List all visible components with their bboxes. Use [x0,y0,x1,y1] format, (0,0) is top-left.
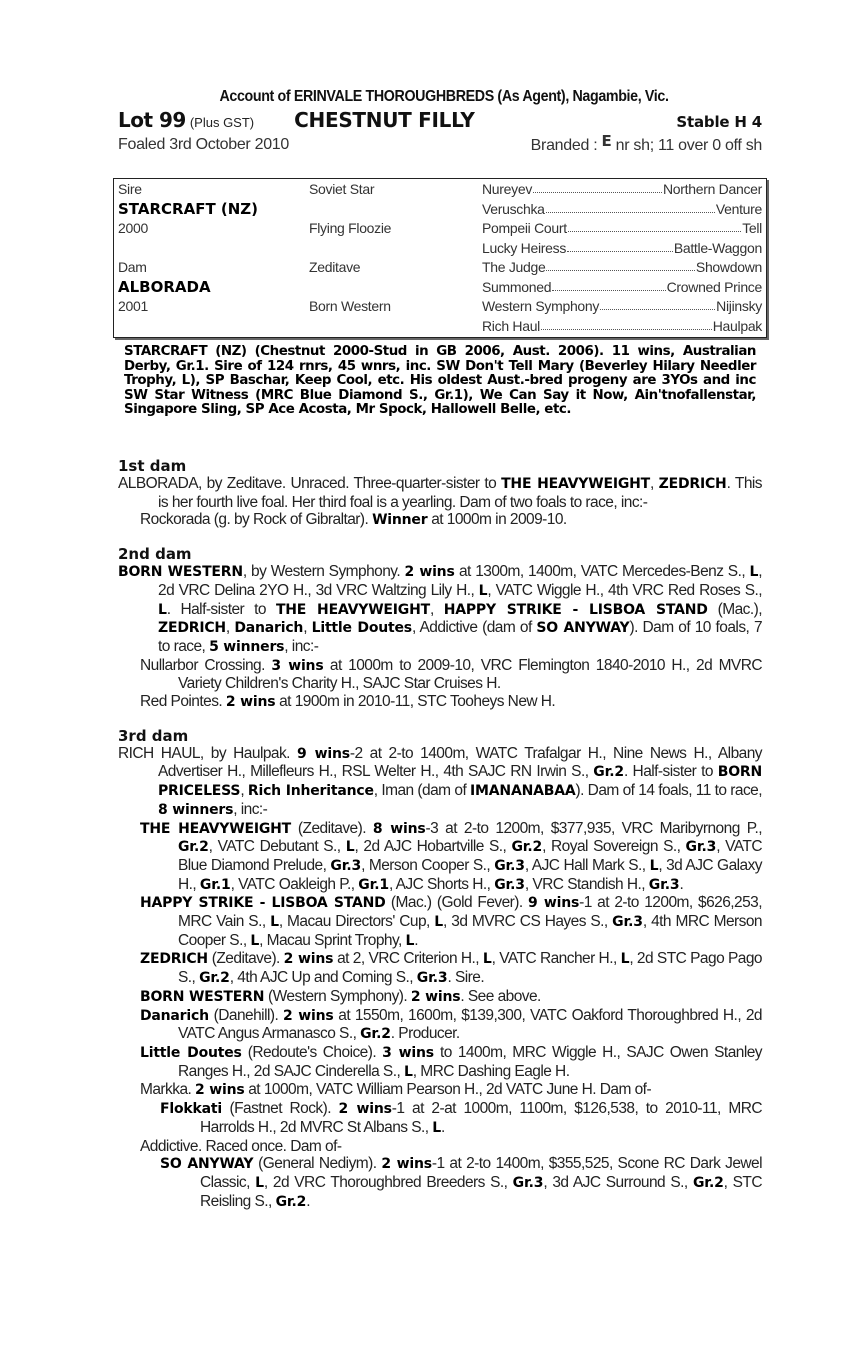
bold-text: Gr.2 [692,1174,724,1191]
entry-text: -3 at 2-to 1200m, $377,935, VRC Maribyrnong P., [425,819,762,837]
bold-text: Winner [372,512,428,529]
bold-text: L [255,1174,264,1191]
entry-text: (Mac.), [707,600,763,618]
dot-leader [567,240,673,252]
dam-section [118,458,762,530]
entry-text: . [306,1192,310,1210]
entry-text: , MRC Dashing Eagle H. [412,1062,570,1080]
bold-text: L [403,1063,413,1080]
entry-text: -1 at 2-to 1400m, $355,525, Scone RC Dark Jewel Classic, [200,1155,762,1191]
entry-text: , VATC Wiggle H., 4th VRC Red Roses S., [487,581,762,599]
bold-text: 3 wins [382,1044,434,1061]
bold-text: Gr.2 [178,839,209,856]
entry-text: . Half-sister to [166,600,276,618]
pedigree-great-grandparent [482,181,762,197]
bold-text: HAPPY STRIKE - LISBOA STAND [140,895,386,912]
pedigree-entry [118,894,762,950]
entry-text: , 2d STC Pago Pago S., [178,950,762,987]
bold-text: Gr.1 [199,876,231,893]
bold-text: L [250,932,260,949]
pedigree-great-grandparent [482,201,762,217]
bold-text: L [620,951,630,968]
pedigree-horse: The Judge [482,259,546,275]
bold-text: 2 wins [283,951,334,968]
foaled-date: Foaled 3rd October 2010 [118,136,289,153]
entry-text: at 2, VRC Criterion H., [333,950,483,968]
bold-text: Danarich [140,1007,209,1024]
section-heading: 3rd dam [118,726,189,745]
pedigree-great-grandparent [482,279,762,295]
dot-leader [600,298,715,310]
entry-text: Markka. [140,1081,196,1099]
bold-text: Gr.3 [494,876,525,893]
pedigree-horse: Pompeii Court [482,220,567,236]
pedigree-entry [118,657,762,693]
entry-text: , VATC Blue Diamond Prelude, [178,838,762,874]
bold-text: 9 wins [528,895,580,912]
pedigree-row [118,277,762,297]
pedigree-great-grandparent [482,240,762,256]
bold-text: Gr.2 [511,839,543,856]
entry-text: at 1000m to 2009-10, VRC Flemington 1840-2010 H., 2d MVRC Variety Children's Charity H., SAJC Star Cruises H. [178,656,763,693]
entry-text: . Half-sister to [623,763,718,781]
bold-text: Gr.3 [612,914,643,931]
pedigree-row [118,316,762,336]
entry-text: (Zeditave). [207,950,284,968]
entry-text: to 1400m, MRC Wiggle H., SAJC Owen Stanley Ranges H., 2d SAJC Cinderella S., [178,1043,762,1080]
section-heading: 2nd dam [118,545,192,564]
bold-text: Rich Inheritance [247,783,374,800]
dam-line-details [118,458,762,1227]
entry-text: , Iman (dam of [373,782,471,800]
entry-text: ALBORADA, by Zeditave. Unraced. Three-quarter-sister to [118,475,502,492]
pedigree-parent: STARCRAFT (NZ) [118,199,259,218]
bold-text: L [158,601,167,618]
pedigree-grandparent: Soviet Star [309,181,375,197]
bold-text: Little Doutes [140,1044,242,1061]
bold-text: BORN PRICELESS [158,764,762,800]
pedigree-sire: Haulpak [712,317,762,334]
bold-text: Gr.3 [330,857,362,874]
entry-text: . Producer. [390,1025,460,1043]
entry-text: . [414,931,419,949]
brand-info [530,132,762,155]
entry-text: , 3d MVRC CS Hayes S., [443,913,613,931]
bold-text: L [649,857,659,874]
horse-description: CHESTNUT FILLY [294,108,475,132]
bold-text: Gr.3 [494,857,525,874]
bold-text: 2 wins [225,694,276,711]
bold-text: IMANANABAA [470,783,576,800]
entry-text: , [429,600,444,618]
bold-text: 2 wins [195,1082,245,1099]
lot-number: Lot 99 [118,108,186,132]
bold-text: Gr.3 [648,876,680,893]
entry-text: Rockorada (g. by Rock of Gibraltar). [140,511,373,529]
pedigree-horse: Veruschka [482,200,545,217]
entry-text: Addictive. Raced once. Dam of- [140,1137,342,1155]
bold-text: THE HEAVYWEIGHT [275,601,430,618]
entry-text: , [303,619,312,637]
branded-label: Branded : [530,137,598,154]
bold-text: Gr.1 [358,876,389,893]
brand-mark-icon: E [601,132,612,150]
entry-text: , Merson Cooper S., [361,856,495,874]
entry-text: (Fastnet Rock). [221,1100,339,1118]
dam-section [118,546,762,712]
pedigree-entry [118,1138,762,1156]
bold-text: 5 winners [209,638,285,655]
entry-text: (Danehill). [208,1006,283,1024]
entry-text: , VATC Debutant S., [208,838,346,856]
entry-text: (Western Symphony). [264,987,411,1005]
bold-text: Gr.3 [512,1174,544,1191]
entry-text: , Addictive (dam of [411,619,537,637]
bold-text: SO ANYWAY [160,1156,254,1173]
entry-text: at 1000m in 2009-10. [427,511,567,529]
section-heading: 1st dam [118,457,187,475]
pedigree-entry [118,563,762,657]
bold-text: 3 wins [271,657,324,674]
pedigree-horse: Nureyev [482,181,533,197]
pedigree-parent: 2000 [118,220,148,236]
pedigree-horse: Rich Haul [482,317,540,334]
bold-text: SO ANYWAY [536,620,630,637]
bold-text: Gr.2 [199,970,230,987]
pedigree-sire: Crowned Prince [666,278,762,295]
pedigree-sire: Nijinsky [716,298,762,314]
bold-text: Flokkati [160,1101,222,1118]
pedigree-great-grandparent [482,259,762,275]
entry-text: , 3d AJC Surround S., [543,1173,693,1191]
entry-text: at 1300m, 1400m, VATC Mercedes-Benz S., [454,563,750,581]
vendor-account: Account of ERINVALE THOROUGHBREDS (As Agent), Nagambie, Vic. [219,88,669,105]
entry-text: . [441,1118,445,1136]
pedigree-entry [118,1155,762,1211]
pedigree-sire: Showdown [695,259,762,275]
stable-location: Stable H 4 [676,113,762,131]
entry-text: , 2d AJC Hobartville S., [354,838,512,856]
brand-details: nr sh; 11 over 0 off sh [615,137,762,154]
lot-line [118,108,762,132]
entry-text: , Royal Sovereign S., [542,838,686,856]
entry-text: , inc:- [284,637,319,655]
entry-text: , 4th MRC Merson Cooper S., [178,913,762,949]
sire-summary: STARCRAFT (NZ) (Chestnut 2000-Stud in GB 2006, Aust. 2006). 11 wins, Australian Derby, Gr.1. Sire of 124 rnrs, 45 wnrs, inc. SW Don't Tell Mary (Beverley Hilary Needler Trophy, L), SP Baschar, Keep Cool, etc. His oldest Aust.-bred progeny are 3YOs and inc SW Star Witness (MRC Blue Diamond S., Gr.1), We Can Say it Now, Ain'tnofallenstar, Singapore Sling, SP Ace Acosta, Mr Spock, Hallowell Belle, etc. [124,344,756,418]
pedigree-entry [118,1100,762,1137]
bold-text: Gr.2 [275,1193,307,1210]
entry-text: at 1000m, VATC William Pearson H., 2d VATC June H. Dam of- [244,1081,652,1099]
pedigree-great-grandparent [482,318,762,334]
bold-text: ZEDRICH [658,476,727,492]
entry-text: (Mac.) (Gold Fever). [385,894,529,912]
bold-text: 2 wins [404,564,455,581]
entry-text: , inc:- [233,800,268,818]
bold-text: 2 wins [381,1156,432,1173]
entry-text: -1 at 2-to 1200m, $626,253, MRC Vain S., [178,894,762,931]
pedigree-entry [118,1007,762,1044]
entry-text: ). Dam of 10 foals, 7 to race, [158,619,763,655]
bold-text: Danarich [234,620,304,637]
dam-section [118,728,762,1212]
pedigree-entry [118,988,762,1007]
entry-text: , [225,619,235,637]
bold-text: 8 winners [158,801,234,818]
bold-text: ZEDRICH [158,620,226,637]
pedigree-sire: Battle-Waggon [673,239,762,256]
dot-leader [533,181,662,193]
bold-text: THE HEAVYWEIGHT [501,476,651,492]
pedigree-entry [118,820,762,895]
entry-text: , [240,782,248,800]
entry-text: , VATC Oakleigh P., [230,875,359,893]
pedigree-parent: ALBORADA [118,277,211,296]
pedigree-row [118,296,762,316]
bold-text: L [434,914,444,931]
pedigree-entry [118,1044,762,1081]
entry-text: , STC Reisling S., [200,1173,762,1210]
pedigree-grandparent: Flying Floozie [309,220,392,236]
pedigree-row [118,179,762,199]
pedigree-horse: Western Symphony [482,298,600,314]
entry-text: -1 at 2-at 1000m, 1100m, $126,538, to 2010-11, MRC Harrolds H., 2d MVRC St Albans S., [200,1100,762,1136]
entry-text: , VATC Rancher H., [491,950,621,968]
entry-text: , Macau Directors' Cup, [278,913,435,931]
bold-text: 2 wins [410,988,461,1005]
dot-leader [552,279,665,291]
pedigree-entry [118,693,762,712]
pedigree-parent: Sire [118,181,142,197]
bold-text: THE HEAVYWEIGHT [140,820,291,837]
entry-text: Red Pointes. [140,693,226,711]
bold-text: L [432,1119,442,1136]
entry-text: RICH HAUL, by Haulpak. [118,744,298,762]
pedigree-row [118,238,762,258]
dot-leader [546,201,715,213]
entry-text: at 1900m in 2010-11, STC Tooheys New H. [275,693,556,711]
entry-text: . See above. [460,987,541,1005]
bold-text: L [482,951,492,968]
bold-text: BORN WESTERN [140,988,265,1005]
pedigree-parent: 2001 [118,298,148,314]
pedigree-row [118,257,762,277]
pedigree-sire: Northern Dancer [663,181,762,197]
bold-text: Gr.2 [593,764,624,781]
entry-text: , VRC Standish H., [524,875,649,893]
entry-text: (Redoute's Choice). [241,1043,383,1061]
entry-text: , AJC Hall Mark S., [524,856,650,874]
pedigree-row [118,199,762,219]
bold-text: L [405,932,415,949]
pedigree-entry [118,950,762,987]
pedigree-horse: Lucky Heiress [482,239,567,256]
entry-text: . This is her fourth live foal. Her third foal is a yearling. Dam of two foals to race, inc:- [158,475,763,511]
entry-text: ). Dam of 14 foals, 11 to race, [575,782,762,800]
entry-text: , Macau Sprint Trophy, [259,931,406,949]
entry-text: , 4th AJC Up and Coming S., [229,969,417,987]
foaled-brand-line [118,132,762,155]
pedigree-entry [118,745,762,820]
entry-text: (General Nediym). [253,1155,382,1173]
entry-text: (Zeditave). [291,819,373,837]
bold-text: L [749,564,759,581]
bold-text: Gr.2 [360,1026,391,1043]
entry-text: Nullarbor Crossing. [140,656,272,674]
bold-text: Little Doutes [311,620,412,637]
bold-text: 2 wins [338,1101,392,1118]
pedigree-sire: Tell [742,220,762,236]
entry-text: . [679,875,684,893]
entry-text: , by Western Symphony. [242,563,405,581]
pedigree-great-grandparent [482,298,762,314]
entry-text: , AJC Shorts H., [388,875,495,893]
bold-text: 8 wins [372,820,426,837]
entry-text: , [650,475,659,492]
pedigree-horse: Summoned [482,278,552,295]
pedigree-great-grandparent [482,220,762,236]
lot-header [118,88,762,155]
pedigree-entry [118,511,762,530]
bold-text: ZEDRICH [140,951,208,968]
gst-note: (Plus GST) [189,115,255,130]
dot-leader [546,259,694,271]
entry-text: , 2d VRC Thoroughbred Breeders S., [263,1173,513,1191]
dot-leader [541,318,712,330]
bold-text: L [478,582,488,599]
pedigree-row [118,218,762,238]
pedigree-grandparent: Born Western [309,298,391,314]
bold-text: HAPPY STRIKE - LISBOA STAND [443,601,708,618]
pedigree-parent: Dam [118,259,147,275]
entry-text: , 3d AJC Galaxy H., [178,856,763,893]
pedigree-sire: Venture [715,200,762,217]
entry-text: . Sire. [447,969,485,987]
bold-text: Gr.3 [685,839,717,856]
bold-text: BORN WESTERN [118,564,243,581]
bold-text: 9 wins [297,745,350,762]
bold-text: 2 wins [283,1007,334,1024]
entry-text: , 2d VRC Delina 2YO H., 3d VRC Waltzing Lily H., [158,563,762,599]
entry-text: at 1550m, 1600m, $139,300, VATC Oakford Thoroughbred H., 2d VATC Angus Armanasco S., [178,1006,762,1043]
entry-text: -2 at 2-to 1400m, WATC Trafalgar H., Nine News H., Albany Advertiser H., Millefleurs H., RSL Welter H., 4th SAJC RN Irwin S., [158,744,762,781]
pedigree-entry [118,475,762,511]
bold-text: Gr.3 [416,970,448,987]
dot-leader [568,220,741,232]
bold-text: L [270,914,279,931]
pedigree-entry [118,1081,762,1100]
bold-text: L [345,839,355,856]
pedigree-table [113,178,767,338]
pedigree-grandparent: Zeditave [309,259,361,275]
